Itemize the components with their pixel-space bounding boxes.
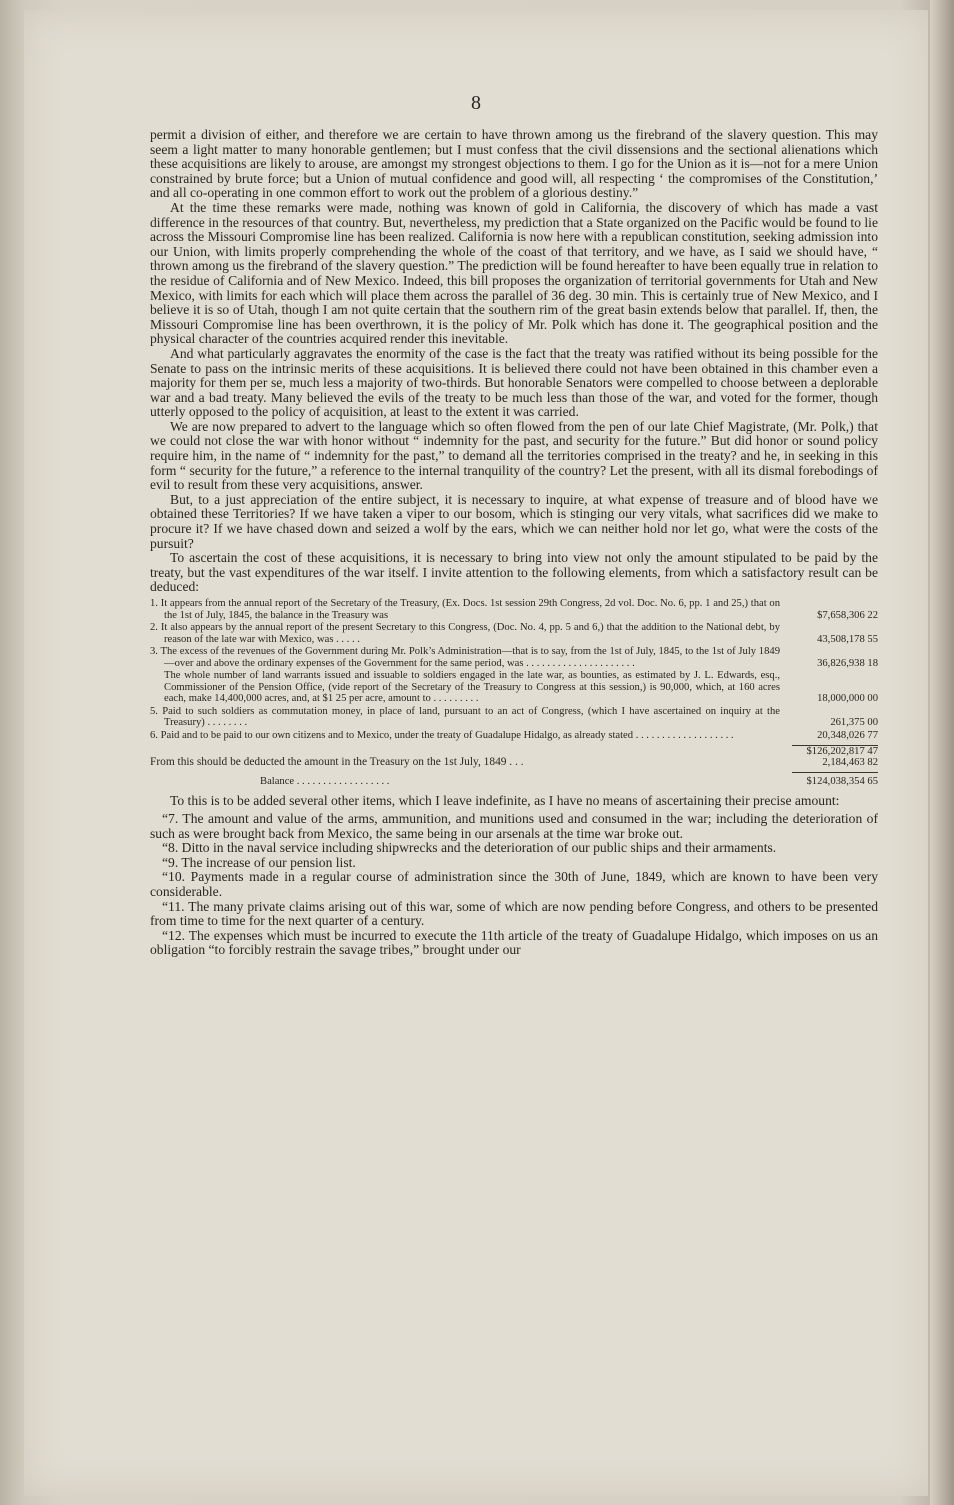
statement-row: [150, 598, 878, 621]
balance-amount: $124,038,354 65: [806, 776, 878, 787]
paragraph: But, to a just appreciation of the entire subject, it is necessary to inquire, at what expense of treasure and of blood have we obtained these Territories? If we have taken a viper to our bosom, which is stinging our very vitals, what sacrifices did we make to procure it? If we have chased down and seized a wolf by the ears, which we can neither hold nor let go, what were the costs of the pursuit?: [150, 491, 878, 551]
statement-text: 1. It appears from the annual report of the Secretary of the Treasury, (Ex. Docs. 1st session 29th Congress, 2d vol. Doc. No. 6, pp. 1 and 25,) that on the 1st of July, 1845, the balance in the Treasury was: [150, 598, 780, 621]
page-number: 8: [471, 92, 481, 114]
paragraph: To ascertain the cost of these acquisitions, it is necessary to bring into view not only the amount stipulated to be paid by the treaty, but the vast expenditures of the war itself. I invite attention to the following elements, from which a satisfactory result can be deduced:: [150, 550, 878, 595]
statement-text: The whole number of land warrants issued and issuable to soldiers engaged in the late war, as bounties, as estimated by J. L. Edwards, esq., Commissioner of the Pension Office, (vide report of the Secretary of the Treasury to Congress at this session,) is 90,000, which, at 160 acres each, make 14,400,000 acres, and, at $1 25 per acre, amount to . . . . . . . . .: [164, 670, 780, 704]
statement-amount: 20,348,026 77: [817, 729, 878, 741]
paragraph: And what particularly aggravates the enormity of the case is the fact that the treaty was ratified without its being possible for the Senate to pass on the intrinsic merits of these acquisitions. It is believed there could not have been obtained in this chamber even a majority for them per se, much less a majority of two-thirds. But honorable Senators were compelled to choose between a deplorable war and a bad treaty. Many believed the evils of the treaty to be much less than those of the war, and voted for the former, though utterly opposed to the policy of acquisition, at least to the extent it was carried.: [150, 345, 878, 420]
statement-text: 6. Paid and to be paid to our own citizens and to Mexico, under the treaty of Guadalupe Hidalgo, as already stated . . . . . . . . . . . . . . . . . . .: [150, 729, 734, 741]
statement-amount: $7,658,306 22: [817, 609, 878, 621]
statement-text: 5. Paid to such soldiers as commutation money, in place of land, pursuant to an act of Congress, (which I have ascertained on inquiry at the Treasury) . . . . . . . .: [150, 705, 780, 728]
cost-statement: [150, 598, 878, 788]
list-item: “10. Payments made in a regular course of administration since the 30th of June, 1849, which are known to have been very considerable.: [150, 869, 878, 900]
list-item: “7. The amount and value of the arms, ammunition, and munitions used and consumed in the war; including the deterioration of such as were brought back from Mexico, the same being in our arsenals at the time war broke out.: [150, 811, 878, 841]
balance-label: Balance . . . . . . . . . . . . . . . . . .: [260, 776, 390, 787]
page-edge: [930, 0, 954, 1505]
statement-balance-row: [150, 776, 878, 788]
statement-deduction-row: [150, 757, 878, 769]
statement-row: [150, 706, 878, 729]
body-text: [150, 128, 878, 958]
sum-rule: [792, 772, 878, 773]
paragraph: At the time these remarks were made, nothing was known of gold in California, the discovery of which has made a vast difference in the resources of that country. But, nevertheless, my prediction that a State organized on the Pacific would be found to lie across the Missouri Compromise line has been realized. California is now here with a republican constitution, seeking admission into our Union, with limits properly comprehending the whole of the coast of that territory, and we have, as I said we should have, “ thrown among us the firebrand of the slavery question.” The prediction will be found hereafter to have been equally true in relation to the residue of California and of New Mexico. Indeed, this bill proposes the organization of territorial governments for Utah and New Mexico, with limits for each which will place them across the parallel of 36 deg. 30 min. This is certainly true of New Mexico, and I believe it is so of Utah, though I am not quite certain that the southern rim of the great basin extends below that parallel. If, then, the Missouri Compromise line has been overthrown, it is the policy of Mr. Polk which has done it. The geographical position and the physical character of the countries acquired render this inevitable.: [150, 199, 878, 347]
deduction-amount: 2,184,463 82: [822, 756, 878, 768]
list-item: “12. The expenses which must be incurred to execute the 11th article of the treaty of Guadalupe Hidalgo, which imposes on us an obligation “to forcibly restrain the savage tribes,” brought under our: [150, 927, 878, 958]
paragraph: permit a division of either, and therefore we are certain to have thrown among us the firebrand of the slavery question. This may seem a light matter to many honorable gentlemen; but I must confess that the civil dissensions and the sectional alienations which these acquisitions are likely to arouse, are amongst my strongest objections to them. I go for the Union as it is—not for a mere Union constrained by brute force; but a Union of mutual confidence and good will, all respecting ‘ the compromises of the Constitution,’ and all co-operating in one common effort to work out the problem of a glorious destiny.”: [150, 127, 878, 201]
statement-amount: 261,375 00: [830, 717, 878, 728]
paragraph: We are now prepared to advert to the language which so often flowed from the pen of our late Chief Magistrate, (Mr. Polk,) that we could not close the war with honor without “ indemnity for the past, and security for the future.” But did honor or sound policy require him, in the name of “ indemnity for the past,” to demand all the territories comprised in the treaty? and he, in seeking in this form “ security for the future,” a reference to the internal tranquility of the country? Let the present, with all its dismal forebodings of evil to result from these very acquisitions, answer.: [150, 418, 878, 493]
statement-row: [150, 670, 878, 705]
statement-row: [150, 622, 878, 645]
item-list: [150, 812, 878, 958]
list-item: “9. The increase of our pension list.: [162, 854, 356, 870]
paragraph: To this is to be added several other items, which I leave indefinite, as I have no means of ascertaining their precise amount:: [170, 792, 840, 808]
list-item: “8. Ditto in the naval service including shipwrecks and the deterioration of our public ships and their armaments.: [162, 840, 777, 856]
deduction-label: From this should be deducted the amount in the Treasury on the 1st July, 1849 . . .: [150, 755, 524, 768]
statement-amount: 18,000,000 00: [817, 693, 878, 704]
statement-row: [150, 730, 878, 742]
statement-text: 2. It also appears by the annual report of the present Secretary to this Congress, (Doc. No. 4, pp. 5 and 6,) that the addition to the National debt, by reason of the late war with Mexico, was . . . . .: [150, 622, 780, 645]
statement-total: $126,202,817 47: [806, 746, 878, 757]
statement-row: [150, 646, 878, 669]
statement-amount: 36,826,938 18: [817, 657, 878, 669]
statement-text: 3. The excess of the revenues of the Government during Mr. Polk’s Administration—that is to say, from the 1st of July, 1845, to the 1st of July 1849—over and above the ordinary expenses of the Government for the same period, was . . . . . . . . . . . . . . . . . . . . .: [150, 646, 780, 669]
statement-amount: 43,508,178 55: [817, 633, 878, 645]
list-item: “11. The many private claims arising out of this war, some of which are now pending before Congress, and others to be presented from time to time for the next quarter of a century.: [150, 898, 878, 929]
